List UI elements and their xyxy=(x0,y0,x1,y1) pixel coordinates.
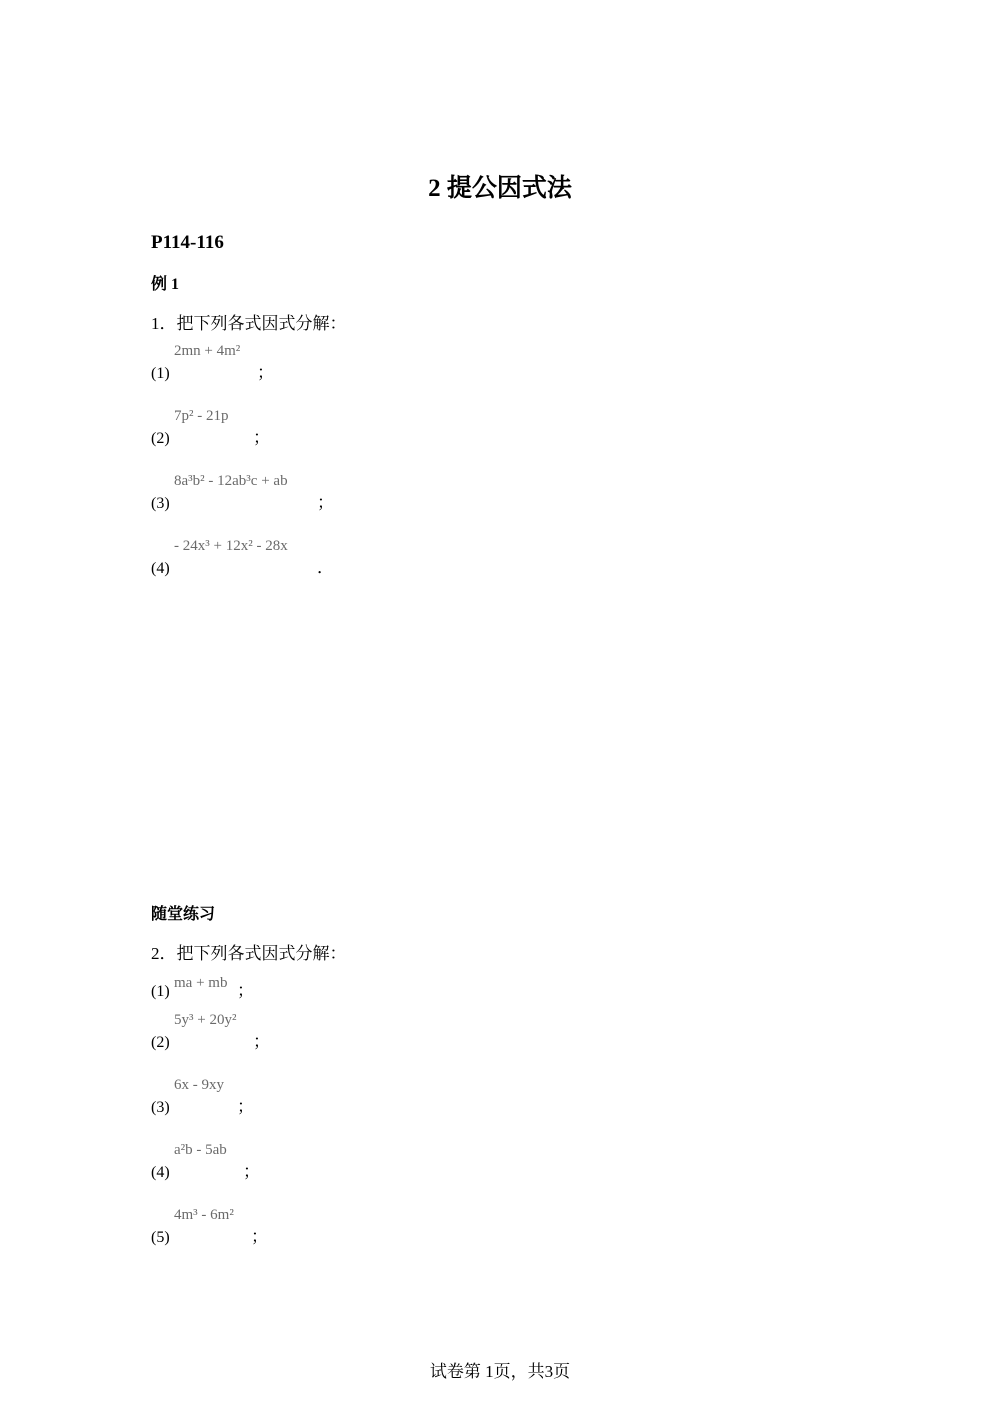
math-expression: 7p² - 21p xyxy=(174,408,229,424)
math-expression: - 24x³ + 12x² - 28x xyxy=(174,538,288,554)
math-expression: a²b - 5ab xyxy=(174,1142,227,1158)
practice-heading: 随堂练习 xyxy=(151,906,216,923)
item-label: (2) xyxy=(151,430,170,447)
item-punctuation: ； xyxy=(257,363,274,382)
page-footer: 试卷第 1页，共3页 xyxy=(429,1362,571,1381)
math-expression: ma + mb xyxy=(174,975,228,991)
document-title: 2 提公因式法 xyxy=(428,175,572,202)
item-label: (2) xyxy=(151,1034,170,1051)
item-label: (4) xyxy=(151,560,170,577)
item-punctuation: ； xyxy=(253,428,270,447)
page-range: P114-116 xyxy=(151,232,224,253)
item-punctuation: ； xyxy=(237,981,254,1000)
item-punctuation: ； xyxy=(237,1097,254,1116)
example-heading: 例 1 xyxy=(151,276,180,293)
practice-question: 2．把下列各式因式分解： xyxy=(151,944,347,963)
item-label: (5) xyxy=(151,1229,170,1246)
item-punctuation: ； xyxy=(243,1162,260,1181)
math-expression: 6x - 9xy xyxy=(174,1077,224,1093)
math-expression: 5y³ + 20y² xyxy=(174,1012,237,1028)
item-label: (1) xyxy=(151,365,170,382)
math-expression: 8a³b² - 12ab³c + ab xyxy=(174,473,288,489)
item-label: (1) xyxy=(151,983,170,1000)
example-question: 1．把下列各式因式分解： xyxy=(151,314,347,333)
item-punctuation: ； xyxy=(317,493,334,512)
math-expression: 4m³ - 6m² xyxy=(174,1207,234,1223)
item-label: (3) xyxy=(151,495,170,512)
item-punctuation: ； xyxy=(251,1227,268,1246)
item-punctuation: ； xyxy=(253,1032,270,1051)
item-label: (3) xyxy=(151,1099,170,1116)
item-punctuation: ． xyxy=(317,558,334,577)
item-label: (4) xyxy=(151,1164,170,1181)
math-expression: 2mn + 4m² xyxy=(174,343,241,359)
